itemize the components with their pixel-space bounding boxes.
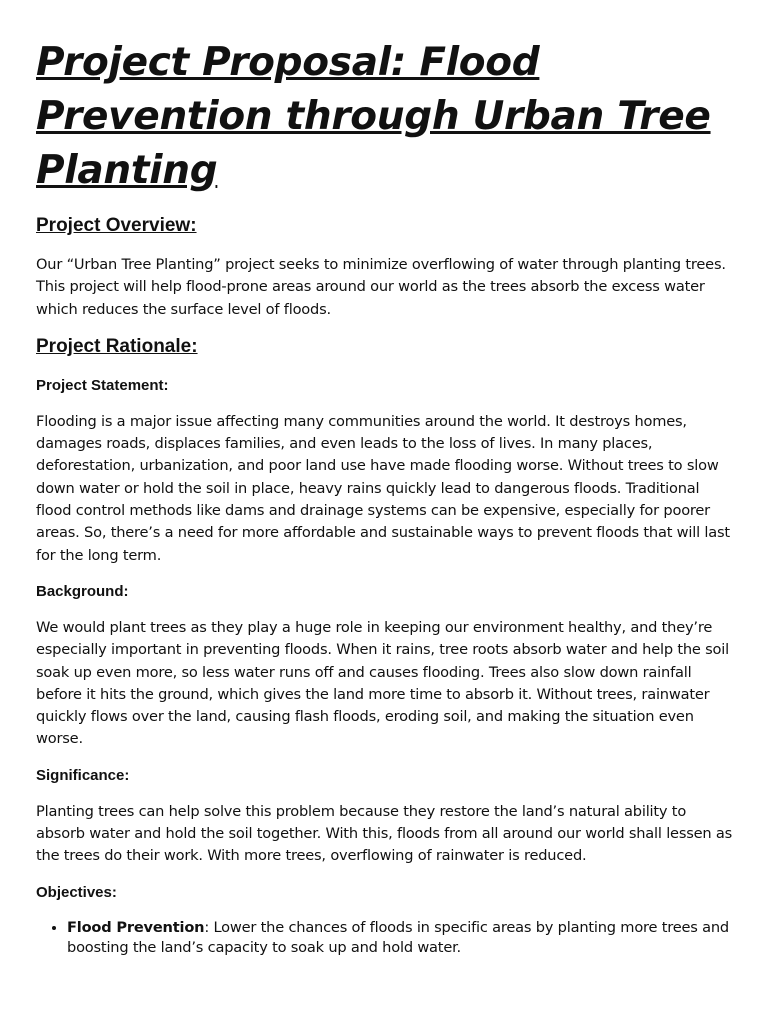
document-page	[36, 36, 736, 959]
statement-text: Flooding is a major issue affecting many communities around the world. It destroys homes, damages roads, displaces families, and even leads to the loss of lives. In many places, deforestation, urbanization, and poor land use have made flooding worse. Without trees to slow down water or hold the soil in place, heavy rains quickly lead to dangerous floods. Traditional flood control methods like dams and drainage systems can be expensive, especially for poorer areas. So, there’s a need for more affordable and sustainable ways to prevent floods that will last for the long term.	[36, 412, 730, 564]
document-title: Project Proposal: Flood Prevention through Urban Tree Planting	[36, 40, 711, 193]
background-text: We would plant trees as they play a huge role in keeping our environment healthy, and they’re especially important in preventing floods. When it rains, tree roots absorb water and help the soil soak up even more, so less water runs off and causes flooding. Trees also slow down rainfall before it hits the ground, which gives the land more time to absorb it. Without trees, rainwater quickly flows over the land, causing flash floods, eroding soil, and making the situation even worse.	[36, 618, 729, 748]
statement-heading: Project Statement:	[36, 376, 169, 394]
overview-text: Our “Urban Tree Planting” project seeks to minimize overflowing of water through planting trees. This project will help flood-prone areas around our world as the trees absorb the excess water which reduces the surface level of floods.	[36, 256, 726, 318]
objectives-heading: Objectives:	[36, 883, 117, 901]
overview-heading: Project Overview:	[36, 215, 197, 236]
significance-heading: Significance:	[36, 766, 130, 784]
objective-text: : Lower the chances of floods in specific areas by planting more trees and boosting the land’s capacity to soak up and hold water.	[67, 918, 729, 957]
objective-label: Flood Prevention	[67, 918, 205, 936]
significance-text: Planting trees can help solve this problem because they restore the land’s natural ability to absorb water and hold the soil together. With this, floods from all around our world shall lessen as the trees do their work. With more trees, overflowing of rainwater is reduced.	[36, 802, 733, 865]
list-item	[67, 918, 736, 959]
objectives-list	[36, 918, 736, 959]
background-heading: Background:	[36, 582, 129, 600]
rationale-heading: Project Rationale:	[36, 335, 198, 357]
